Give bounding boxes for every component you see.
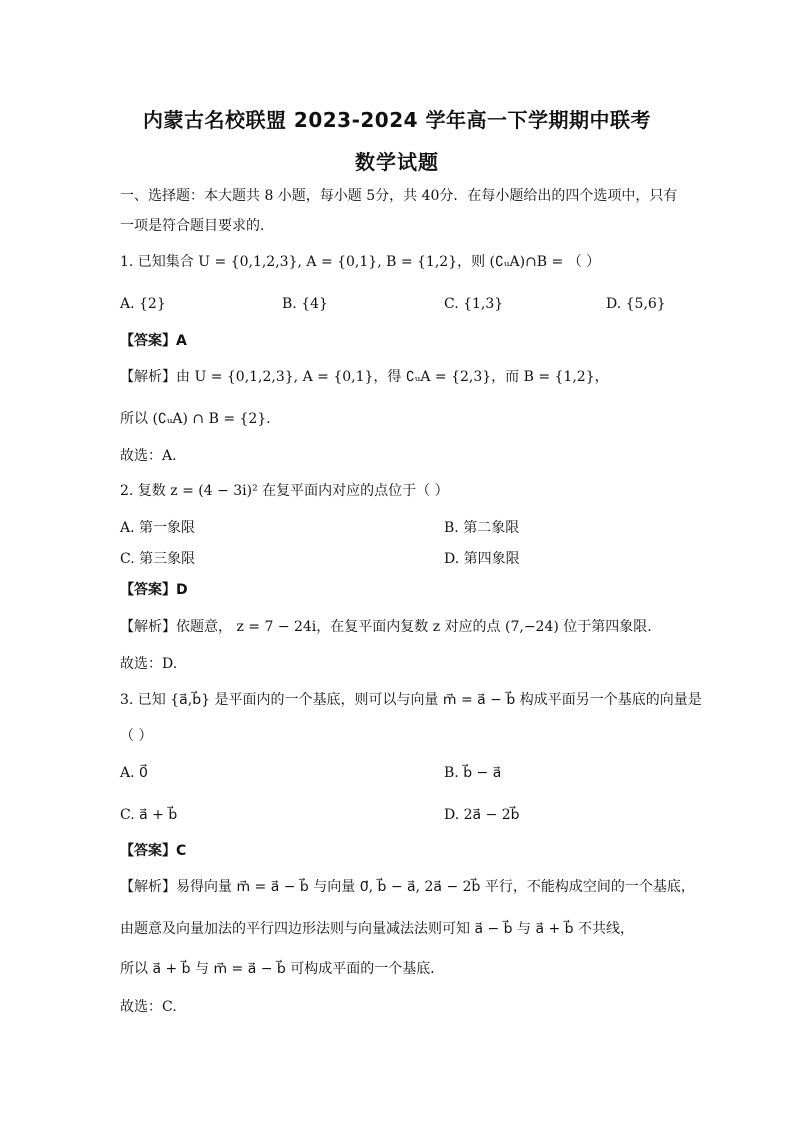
q3-option-a: A. 0⃗ [120, 765, 148, 781]
section-instruction-line2: 一项是符合题目要求的． [120, 218, 274, 234]
q2-answer: 【答案】D [120, 582, 188, 598]
q3-analysis-line2: 由题意及向量加法的平行四边形法则与向量减法法则可知 a⃗ − b⃗ 与 a⃗ + b⃗ 不共线， [120, 921, 634, 937]
q2-option-d: D. 第四象限 [444, 551, 520, 567]
q1-answer: 【答案】A [120, 333, 187, 349]
q1-option-a: A. {2} [120, 296, 166, 312]
q1-option-b: B. {4} [282, 296, 328, 312]
exam-title: 内蒙古名校联盟 2023-2024 学年高一下学期期中联考 [142, 108, 652, 132]
q1-conclusion: 故选：A. [120, 448, 177, 464]
q3-answer: 【答案】C [120, 843, 187, 859]
q2-option-c: C. 第三象限 [120, 551, 196, 567]
q2-option-b: B. 第二象限 [444, 520, 520, 536]
q3-analysis-line1: 【解析】易得向量 m⃗ = a⃗ − b⃗ 与向量 0⃗, b⃗ − a⃗, 2a⃗ − 2b⃗ 平行，不能构成空间的一个基底， [120, 879, 695, 895]
exam-subtitle: 数学试题 [355, 150, 439, 174]
q2-stem: 2. 复数 z = (4 − 3i)² 在复平面内对应的点位于（ ） [120, 483, 449, 499]
q2-conclusion: 故选：D. [120, 656, 178, 672]
q2-option-a: A. 第一象限 [120, 520, 196, 536]
q1-option-d: D. {5,6} [606, 296, 666, 312]
q3-stem-line2: （ ） [120, 728, 153, 744]
q3-option-b: B. b⃗ − a⃗ [444, 765, 502, 781]
q3-option-d: D. 2a⃗ − 2b⃗ [444, 807, 520, 823]
q1-stem: 1. 已知集合 U = {0,1,2,3}, A = {0,1}, B = {1,2}，则 (∁ᵤA)∩B = （ ） [120, 254, 601, 270]
q3-analysis-line3: 所以 a⃗ + b⃗ 与 m⃗ = a⃗ − b⃗ 可构成平面的一个基底． [120, 961, 445, 977]
q1-option-c: C. {1,3} [444, 296, 504, 312]
section-instruction-line1: 一、选择题：本大题共 8 小题，每小题 5分，共 40分．在每小题给出的四个选项中，只有 [120, 188, 678, 204]
q2-analysis-line1: 【解析】依题意， z = 7 − 24i，在复平面内复数 z 对应的点 (7,−24) 位于第四象限. [120, 619, 652, 635]
q3-conclusion: 故选：C. [120, 999, 177, 1015]
q1-analysis-line2: 所以 (∁ᵤA) ∩ B = {2}． [120, 411, 281, 427]
q3-option-c: C. a⃗ + b⃗ [120, 807, 178, 823]
q3-stem-line1: 3. 已知 {a⃗,b⃗} 是平面内的一个基底，则可以与向量 m⃗ = a⃗ − b⃗ 构成平面另一个基底的向量是 [120, 692, 702, 708]
q1-analysis-line1: 【解析】由 U = {0,1,2,3}, A = {0,1}，得 ∁ᵤA = {2,3}，而 B = {1,2}， [120, 369, 609, 385]
